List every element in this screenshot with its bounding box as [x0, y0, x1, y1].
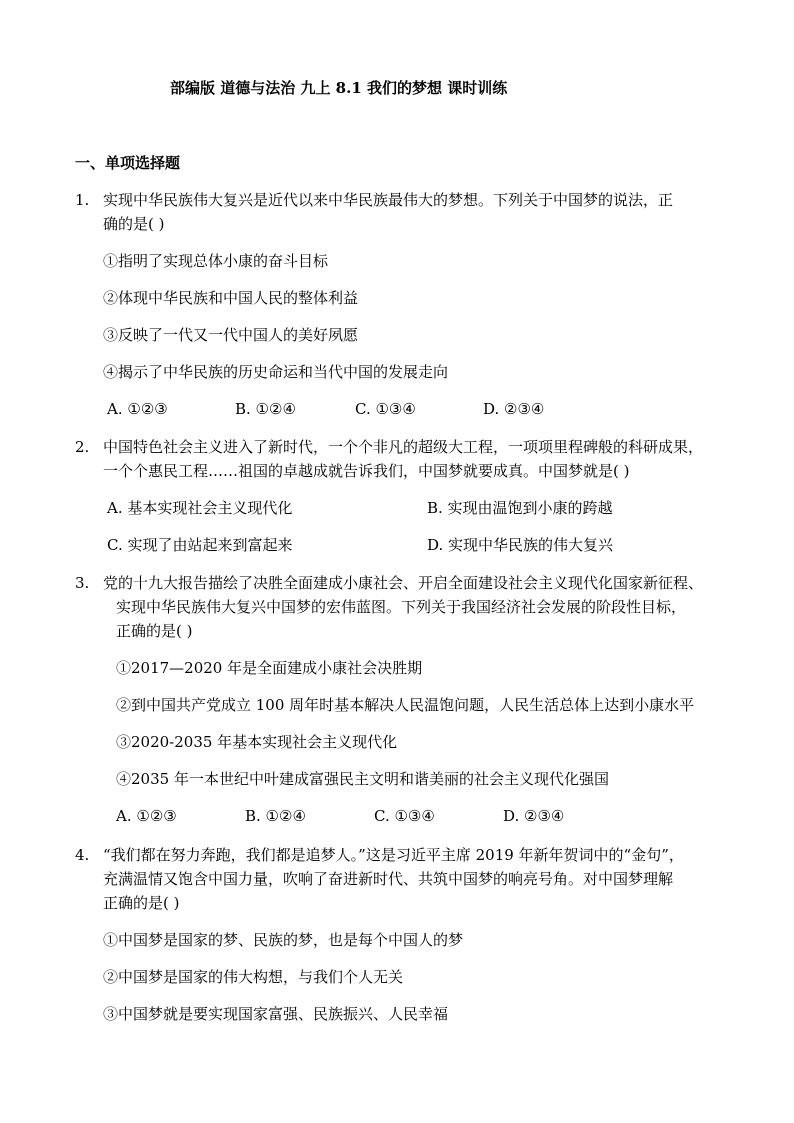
- question-2-option-d: D. 实现中华民族的伟大复兴: [427, 536, 614, 554]
- question-1-stem-line-1: 1. 实现中华民族伟大复兴是近代以来中华民族最伟大的梦想。下列关于中国梦的说法，正: [75, 191, 674, 209]
- question-1-statement-4: ④揭示了中华民族的历史命运和当代中国的发展走向: [103, 363, 449, 381]
- question-3-stem-line-3: 正确的是( ): [116, 622, 193, 640]
- question-3-statement-3: ③2020-2035 年基本实现社会主义现代化: [116, 733, 398, 751]
- question-2-option-b: B. 实现由温饱到小康的跨越: [427, 499, 613, 517]
- question-3-option-c: C. ①③④: [374, 807, 435, 825]
- question-2-stem-line-2: 一个个惠民工程……祖国的卓越成就告诉我们，中国梦就要成真。中国梦就是( ): [103, 462, 630, 480]
- question-4-stem-line-2: 充满温情又饱含中国力量，吹响了奋进新时代、共筑中国梦的响亮号角。对中国梦理解: [103, 870, 674, 888]
- question-4-number: 4.: [75, 846, 90, 864]
- question-1-number: 1.: [75, 191, 90, 209]
- question-2-option-c: C. 实现了由站起来到富起来: [107, 536, 293, 554]
- question-4-stem-line-1: 4. “我们都在努力奔跑，我们都是追梦人。”这是习近平主席 2019 年新年贺词中的“金句”，: [75, 846, 684, 864]
- question-1-option-d: D. ②③④: [483, 400, 545, 418]
- question-2-stem-line-1: 2. 中国特色社会主义进入了新时代，一个个非凡的超级大工程，一项项里程碑般的科研成果，: [75, 438, 704, 456]
- question-3-option-d: D. ②③④: [503, 807, 565, 825]
- question-1-option-b: B. ①②④: [235, 400, 296, 418]
- question-4-statement-2: ②中国梦是国家的伟大构想，与我们个人无关: [103, 968, 404, 986]
- question-1-statement-3: ③反映了一代又一代中国人的美好夙愿: [103, 326, 359, 344]
- question-3-stem-line-2: 实现中华民族伟大复兴中国梦的宏伟蓝图。下列关于我国经济社会发展的阶段性目标，: [116, 598, 687, 616]
- question-1-option-a: A. ①②③: [107, 400, 168, 418]
- document-title: 部编版 道德与法治 九上 8.1 我们的梦想 课时训练: [170, 79, 508, 97]
- question-4-statement-3: ③中国梦就是要实现国家富强、民族振兴、人民幸福: [103, 1005, 449, 1023]
- question-3-statement-2: ②到中国共产党成立 100 周年时基本解决人民温饱问题，人民生活总体上达到小康水平: [116, 696, 695, 714]
- question-1-option-c: C. ①③④: [355, 400, 416, 418]
- question-3-stem-line-1: 3. 党的十九大报告描绘了决胜全面建成小康社会、开启全面建设社会主义现代化国家新征程、: [75, 574, 704, 592]
- question-3-statement-4: ④2035 年一本世纪中叶建成富强民主文明和谐美丽的社会主义现代化强国: [116, 770, 609, 788]
- question-3-option-a: A. ①②③: [116, 807, 177, 825]
- question-3-statement-1: ①2017—2020 年是全面建成小康社会决胜期: [116, 659, 423, 677]
- question-1-statement-1: ①指明了实现总体小康的奋斗目标: [103, 252, 329, 270]
- question-1-stem-line-2: 确的是( ): [103, 215, 165, 233]
- question-4-stem-line-3: 正确的是( ): [103, 894, 180, 912]
- question-3-option-b: B. ①②④: [245, 807, 306, 825]
- question-3-number: 3.: [75, 574, 90, 592]
- question-2-option-a: A. 基本实现社会主义现代化: [107, 499, 293, 517]
- question-1-statement-2: ②体现中华民族和中国人民的整体利益: [103, 289, 359, 307]
- section-heading: 一、单项选择题: [75, 154, 181, 172]
- question-2-number: 2.: [75, 438, 90, 456]
- question-4-statement-1: ①中国梦是国家的梦、民族的梦，也是每个中国人的梦: [103, 931, 464, 949]
